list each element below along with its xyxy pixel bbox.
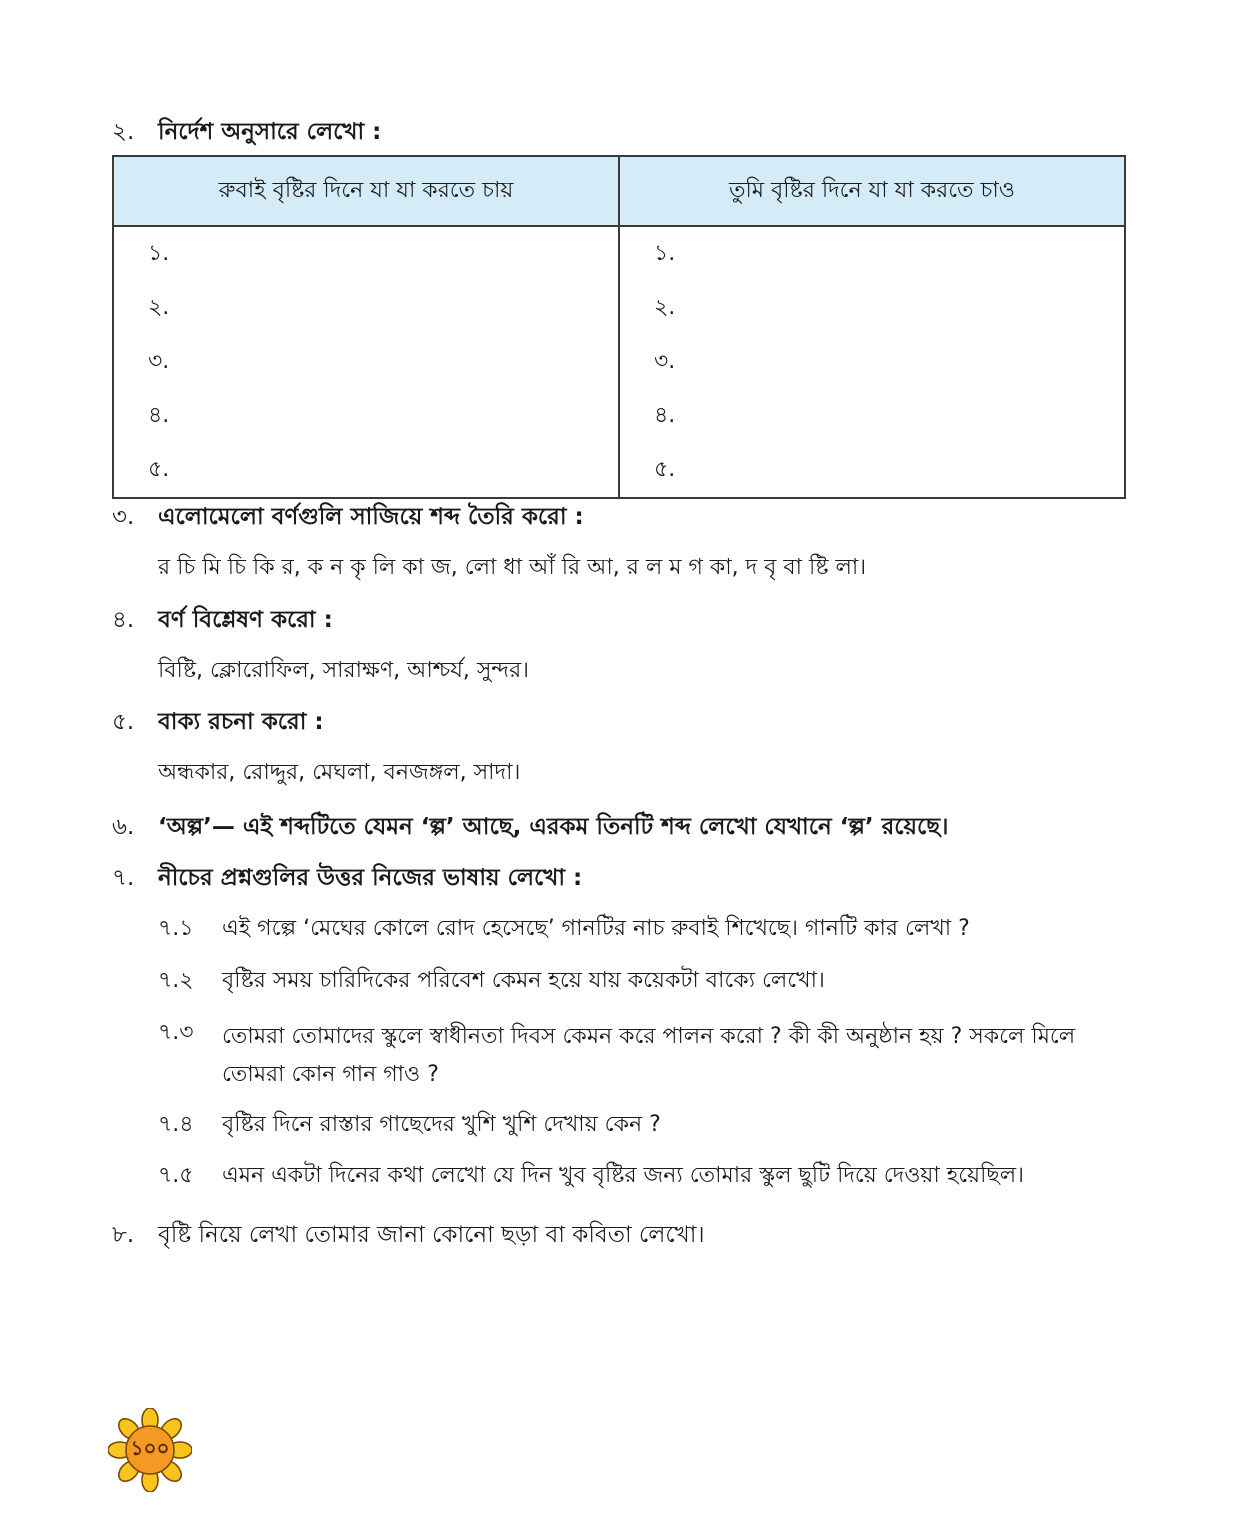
sub-question-text: তোমরা তোমাদের স্কুলে স্বাধীনতা দিবস কেমন করে পালন করো ? কী কী অনুষ্ঠান হয় ? সকলে মিলে তোমরা কোন গান গাও ? bbox=[222, 1024, 1076, 1087]
sub-question bbox=[158, 1018, 1148, 1087]
question-text: বৃষ্টি নিয়ে লেখা তোমার জানা কোনো ছড়া বা কবিতা লেখো। bbox=[158, 1222, 705, 1248]
sub-question-text: এই গল্পে ‘মেঘের কোলে রোদ হেসেছে’ গানটির নাচ রুবাই শিখেছে। গানটি কার লেখা ? bbox=[222, 916, 970, 941]
question-number: ৩. bbox=[112, 504, 135, 530]
question-4 bbox=[112, 605, 333, 635]
sub-question-text: এমন একটা দিনের কথা লেখো যে দিন খুব বৃষ্টির জন্য তোমার স্কুল ছুটি দিয়ে দেওয়া হয়েছিল। bbox=[222, 1163, 1024, 1188]
question-5 bbox=[112, 707, 324, 737]
question-title: ‘অল্প’— এই শব্দটিতে যেমন ‘ল্প’ আছে, এরকম তিনটি শব্দ লেখো যেখানে ‘ল্প’ রয়েছে। bbox=[158, 814, 949, 840]
page-number: ১০০ bbox=[130, 1436, 170, 1460]
question-3 bbox=[112, 502, 584, 532]
question-number: ২. bbox=[112, 119, 135, 145]
sub-question-number: ৭.১ bbox=[158, 916, 194, 941]
sub-question-number: ৭.৩ bbox=[158, 1020, 194, 1045]
question-2 bbox=[112, 117, 381, 147]
question-7 bbox=[112, 863, 582, 893]
table-row bbox=[113, 443, 1125, 498]
question-title: এলোমেলো বর্ণগুলি সাজিয়ে শব্দ তৈরি করো : bbox=[158, 504, 584, 530]
question-number: ৭. bbox=[112, 865, 135, 891]
sub-question-text: বৃষ্টির দিনে রাস্তার গাছেদের খুশি খুশি দেখায় কেন ? bbox=[222, 1112, 661, 1137]
table-row bbox=[113, 335, 1125, 389]
table-cell[interactable]: ৪. bbox=[113, 389, 619, 443]
sub-question bbox=[158, 1161, 1148, 1193]
sub-question bbox=[158, 1110, 1148, 1142]
question-8 bbox=[112, 1220, 705, 1250]
table-cell[interactable]: ৩. bbox=[619, 335, 1125, 389]
table-cell[interactable]: ৫. bbox=[113, 443, 619, 498]
sub-question-text: বৃষ্টির সময় চারিদিকের পরিবেশ কেমন হয়ে যায় কয়েকটা বাক্যে লেখো। bbox=[222, 968, 825, 993]
question-number: ৪. bbox=[112, 607, 135, 633]
table-cell[interactable]: ১. bbox=[619, 226, 1125, 281]
sub-question-number: ৭.২ bbox=[158, 968, 194, 993]
sub-question-number: ৭.৫ bbox=[158, 1163, 194, 1188]
column-header-rubai: রুবাই বৃষ্টির দিনে যা যা করতে চায় bbox=[113, 156, 619, 226]
table-row bbox=[113, 226, 1125, 281]
table-header-row bbox=[113, 156, 1125, 226]
table-cell[interactable]: ২. bbox=[619, 281, 1125, 335]
sub-question-number: ৭.৪ bbox=[158, 1112, 194, 1137]
question-title: নীচের প্রশ্নগুলির উত্তর নিজের ভাষায় লেখো : bbox=[158, 865, 583, 891]
question-title: বর্ণ বিশ্লেষণ করো : bbox=[158, 607, 333, 633]
question-title: বাক্য রচনা করো : bbox=[158, 709, 324, 735]
column-header-you: তুমি বৃষ্টির দিনে যা যা করতে চাও bbox=[619, 156, 1125, 226]
question-number: ৬. bbox=[112, 814, 135, 840]
sub-question bbox=[158, 966, 1148, 998]
sub-question bbox=[158, 914, 1148, 946]
table-cell[interactable]: ৫. bbox=[619, 443, 1125, 498]
question-5-body: অন্ধকার, রোদ্দুর, মেঘলা, বনজঙ্গল, সাদা। bbox=[158, 760, 521, 785]
question-title: নির্দেশ অনুসারে লেখো : bbox=[158, 119, 382, 145]
table-cell[interactable]: ৪. bbox=[619, 389, 1125, 443]
question-3-body: র চি মি চি কি র, ক ন কৃ লি কা জ, লো ধা আঁ রি আ, র ল ম গ কা, দ বৃ বা ষ্টি লা। bbox=[158, 555, 867, 580]
table-row bbox=[113, 389, 1125, 443]
table-row bbox=[113, 281, 1125, 335]
question-4-body: বিষ্টি, ক্লোরোফিল, সারাক্ষণ, আশ্চর্য, সুন্দর। bbox=[158, 658, 530, 683]
table-cell[interactable]: ৩. bbox=[113, 335, 619, 389]
table-cell[interactable]: ২. bbox=[113, 281, 619, 335]
question-number: ৫. bbox=[112, 709, 135, 735]
answer-table bbox=[112, 155, 1126, 499]
question-number: ৮. bbox=[112, 1222, 135, 1248]
question-6 bbox=[112, 812, 948, 842]
table-cell[interactable]: ১. bbox=[113, 226, 619, 281]
